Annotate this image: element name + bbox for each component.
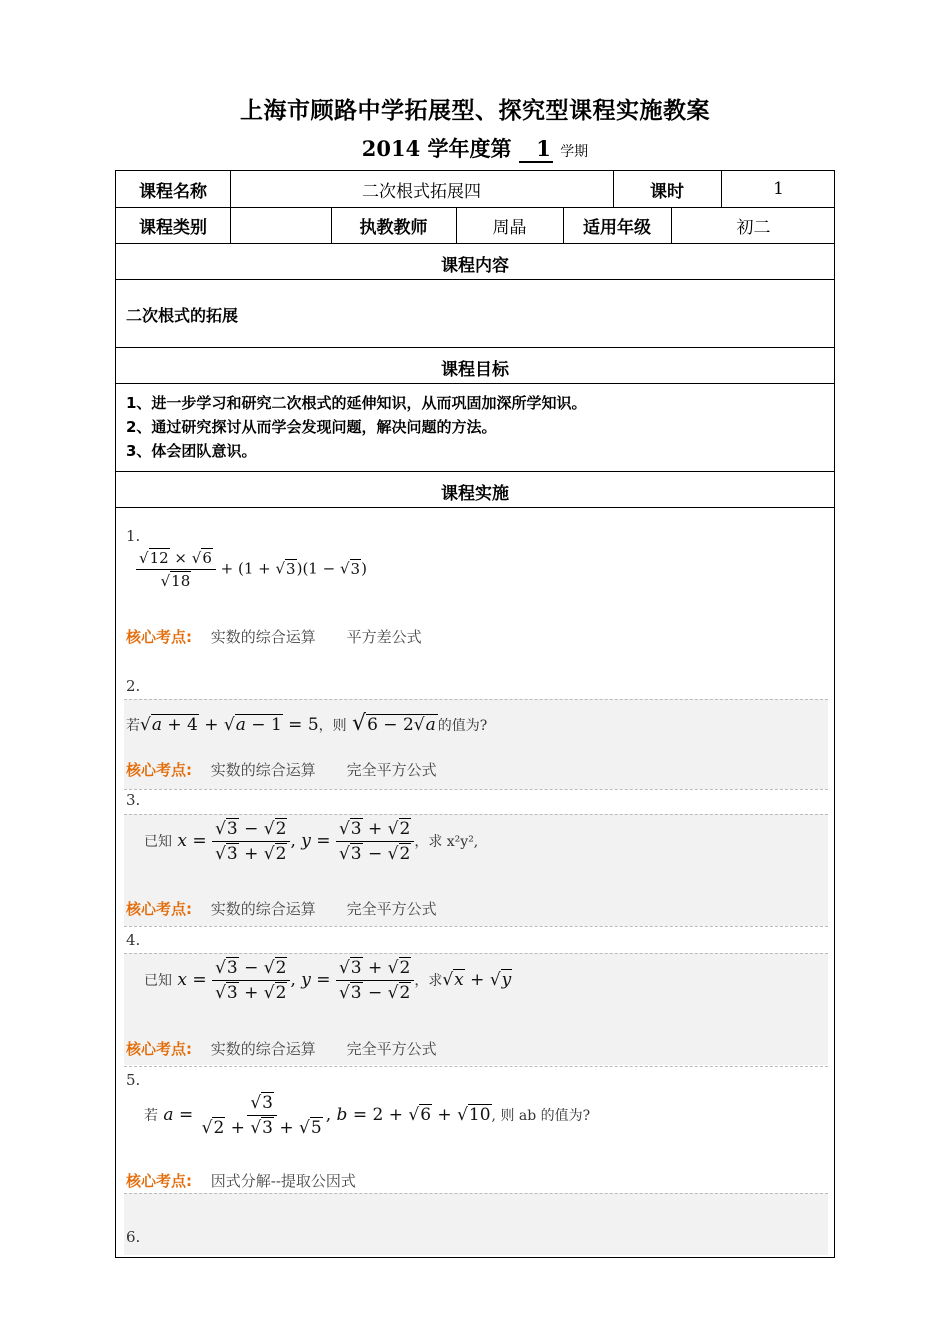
goal-item: 1、进一步学习和研究二次根式的延伸知识，从而巩固加深所学知识。 xyxy=(126,394,587,412)
core-point: 完全平方公式 xyxy=(346,1040,437,1058)
core-point: 完全平方公式 xyxy=(346,761,437,779)
problem-number: 2. xyxy=(126,677,141,695)
core-point: 因式分解--提取公因式 xyxy=(210,1172,356,1190)
hours-value: 1 xyxy=(773,179,784,199)
grade-value: 初二 xyxy=(736,217,771,238)
core-points xyxy=(126,626,448,647)
course-name: 二次根式拓展四 xyxy=(362,181,481,202)
core-point: 平方差公式 xyxy=(346,628,422,646)
semester-number: 1 xyxy=(519,136,553,163)
problem-5-expression: 若 a = $\frac{√3}{√2 + √3 + √5}$ , b = 2 + √6 + √10, 则 ab 的值为? xyxy=(144,1093,591,1138)
goal-item: 2、通过研究探讨从而学会发现问题，解决问题的方法。 xyxy=(126,418,497,436)
course-type-label: 课程类别 xyxy=(139,217,207,238)
core-points xyxy=(126,898,463,919)
problem-4-expression: 已知 x = $\frac{√3 - √2}{√3 + √2}$ , y = $\frac{√3 + √2}{√3 - √2}$ ，求√x + √y xyxy=(144,958,512,1003)
core-point: 实数的综合运算 xyxy=(210,628,316,646)
core-label: 核心考点: xyxy=(126,900,192,918)
document-title: 上海市顾路中学拓展型、探究型课程实施教案 xyxy=(240,97,710,124)
problem-number: 5. xyxy=(126,1071,141,1089)
year-label: 2014 学年度第 xyxy=(361,136,512,161)
core-points xyxy=(126,759,463,780)
core-points xyxy=(126,1170,382,1191)
lesson-plan-table xyxy=(115,170,835,1258)
course-name-label: 课程名称 xyxy=(139,181,207,202)
problem-1-expression: $\frac{√12 \times √6}{√18}$ + (1 + √3)(1 − √3) xyxy=(136,549,367,590)
problem-band xyxy=(124,1193,828,1255)
core-points xyxy=(126,1038,463,1059)
core-point: 实数的综合运算 xyxy=(210,761,316,779)
content-heading: 课程内容 xyxy=(441,256,509,276)
problem-number: 3. xyxy=(126,791,141,809)
core-point: 完全平方公式 xyxy=(346,900,437,918)
grade-label: 适用年级 xyxy=(583,217,651,238)
course-type xyxy=(230,207,331,243)
goal-item: 3、体会团队意识。 xyxy=(126,442,257,460)
semester-suffix: 学期 xyxy=(560,144,589,160)
core-label: 核心考点: xyxy=(126,628,192,646)
core-point: 实数的综合运算 xyxy=(210,1040,316,1058)
problem-number: 4. xyxy=(126,931,141,949)
goals-heading: 课程目标 xyxy=(441,360,509,380)
semester-line xyxy=(0,133,950,163)
problem-3-expression: 已知 x = $\frac{√3 - √2}{√3 + √2}$ , y = $\frac{√3 + √2}{√3 - √2}$ ，求 x²y², xyxy=(144,819,479,864)
core-label: 核心考点: xyxy=(126,761,192,779)
teacher-name: 周晶 xyxy=(492,217,527,238)
problem-2-expression: 若√a + 4 + √a − 1 = 5，则 √6 − 2√a 的值为? xyxy=(126,711,488,736)
content-text: 二次根式的拓展 xyxy=(126,306,239,325)
problem-number: 1. xyxy=(126,527,141,545)
teacher-label: 执教教师 xyxy=(359,217,428,238)
implementation-heading: 课程实施 xyxy=(441,484,509,504)
core-label: 核心考点: xyxy=(126,1172,192,1190)
core-point: 实数的综合运算 xyxy=(210,900,316,918)
hours-label: 课时 xyxy=(650,181,684,202)
problem-number: 6. xyxy=(126,1228,141,1246)
core-label: 核心考点: xyxy=(126,1040,192,1058)
